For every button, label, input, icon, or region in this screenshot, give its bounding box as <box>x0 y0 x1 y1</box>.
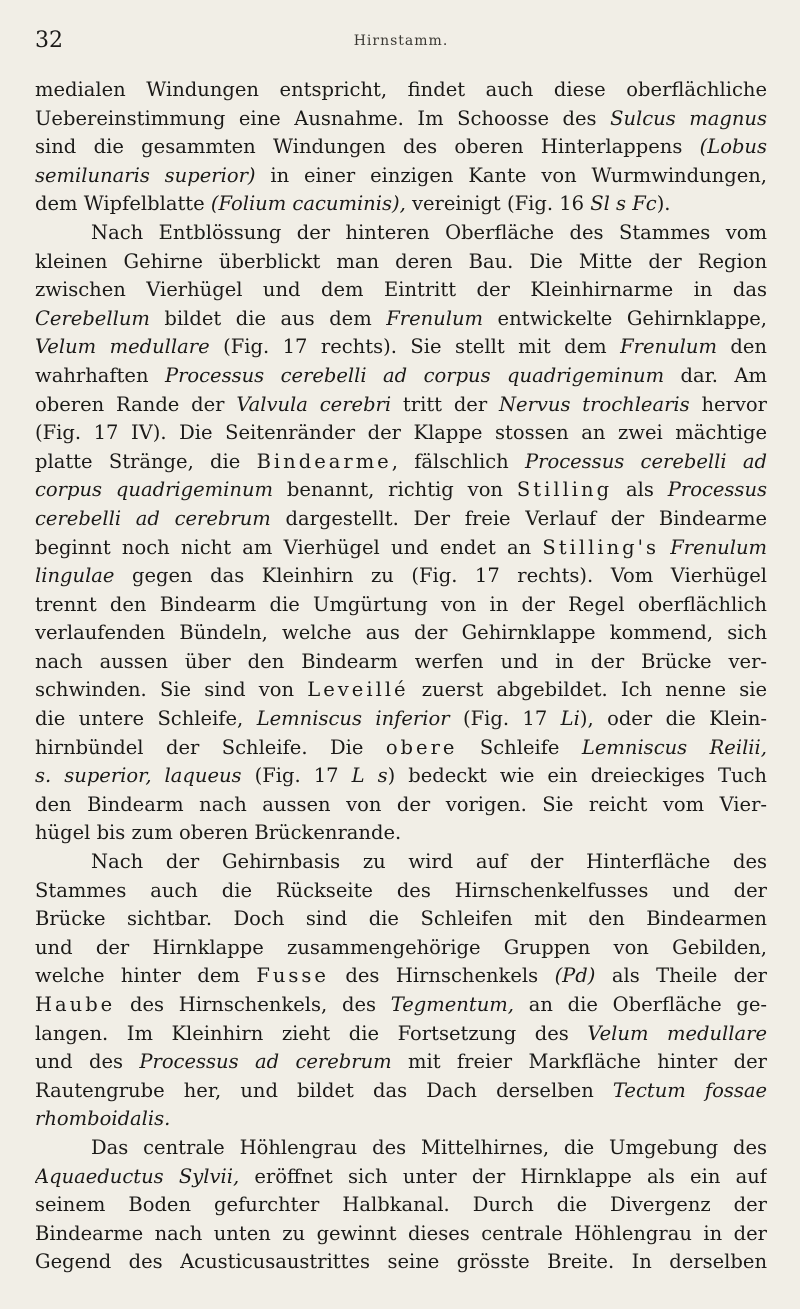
text-segment: dar. Am <box>664 363 767 387</box>
text-segment: in einer einzigen Kante von Wurmwindungen, <box>255 163 767 187</box>
text-segment: tritt der <box>391 392 499 416</box>
text-line <box>35 905 767 934</box>
text-line <box>35 1105 767 1134</box>
text-segment: und des <box>35 1050 140 1074</box>
italic-term: Li <box>560 707 580 731</box>
text-line <box>35 248 767 277</box>
text-line <box>35 305 767 334</box>
text-segment: hirnbündel der Schleife. Die <box>35 735 386 759</box>
text-segment: als Theile der <box>595 964 767 988</box>
text-line <box>35 333 767 362</box>
text-segment: platte Stränge, die <box>35 449 257 473</box>
italic-term: (Folium cacuminis), <box>210 192 406 216</box>
text-line <box>35 762 767 791</box>
text-segment: und der Hirnklappe zusammengehörige Gruppen von Gebilden, <box>35 935 767 959</box>
text-line <box>35 1248 767 1277</box>
text-line <box>35 991 767 1020</box>
text-segment: welche hinter dem <box>35 964 257 988</box>
text-segment: zuerst abgebildet. Ich nenne sie <box>408 678 767 702</box>
text-line <box>35 962 767 991</box>
italic-term: Frenulum <box>386 306 484 330</box>
text-segment: ). <box>656 192 671 216</box>
text-segment: , fälschlich <box>391 449 526 473</box>
text-line <box>35 619 767 648</box>
text-segment: medialen Windungen entspricht, findet auch diese oberflächliche <box>35 78 767 101</box>
italic-term: Processus cerebelli ad corpus quadrigeminum <box>164 363 665 387</box>
italic-term: Tegmentum, <box>390 993 514 1016</box>
text-line <box>35 1191 767 1220</box>
text-segment: den Bindearm nach aussen von der vorigen. Sie reicht vom Vier- <box>35 792 767 816</box>
text-line <box>35 648 767 677</box>
text-line <box>35 190 767 219</box>
text-segment: des Hirnschenkels, des <box>115 993 391 1016</box>
text-line <box>35 105 767 134</box>
italic-term: Velum medullare <box>587 1021 767 1045</box>
text-segment: bildet die aus dem <box>149 306 387 330</box>
text-line <box>35 505 767 534</box>
text-segment: langen. Im Kleinhirn zieht die Fortsetzung des <box>35 1021 588 1045</box>
text-segment: (Fig. 17 <box>449 707 561 731</box>
text-segment: hügel bis zum oberen Brückenrande. <box>35 821 402 845</box>
italic-term: lingulae <box>35 564 115 588</box>
page-number: 32 <box>35 28 63 53</box>
text-segment: Rautengrube her, und bildet das Dach derselben <box>35 1078 613 1102</box>
italic-term: Velum medullare <box>35 335 210 359</box>
text-segment: benannt, richtig von <box>273 478 517 502</box>
text-segment: beginnt noch nicht am Vierhügel und endet an <box>35 535 543 559</box>
italic-term: Tectum fossae <box>612 1078 767 1102</box>
italic-term: Cerebellum <box>35 306 150 330</box>
italic-term: Frenulum <box>620 335 717 359</box>
text-segment: entwickelte Gehirnklappe, <box>483 306 767 330</box>
text-segment: (Fig. 17 rechts). Sie stellt mit dem <box>209 335 621 359</box>
text-segment: nach aussen über den Bindearm werfen und in der Brücke ver- <box>35 649 767 673</box>
text-segment: Gegend des Acusticusaustrittes seine grösste Breite. In derselben <box>35 1250 767 1274</box>
text-line <box>35 934 767 963</box>
italic-term: Processus <box>667 478 767 502</box>
italic-term: Sl s Fc <box>590 192 657 216</box>
italic-term: cerebelli ad cerebrum <box>35 506 271 530</box>
text-line <box>35 219 767 248</box>
text-segment: ) bedeckt wie ein dreieckiges Tuch <box>387 764 767 788</box>
text-line <box>35 162 767 191</box>
text-segment: Nach der Gehirnbasis zu wird auf der Hinterfläche des <box>91 850 767 874</box>
text-segment: Uebereinstimmung eine Ausnahme. Im Schoosse des <box>35 106 611 130</box>
text-segment: (Fig. 17 <box>241 764 352 788</box>
italic-term: (Lobus <box>699 135 767 159</box>
spaced-term: Bindearme <box>256 449 392 473</box>
running-head: Hirnstamm. <box>353 33 449 49</box>
text-line <box>35 676 767 705</box>
text-line <box>35 1163 767 1192</box>
italic-term: semilunaris superior) <box>35 163 256 187</box>
text-line <box>35 705 767 734</box>
text-segment: eröffnet sich unter der Hirnklappe als ein auf <box>239 1164 767 1188</box>
italic-term: s. superior, laqueus <box>35 764 242 788</box>
text-segment: als <box>612 478 668 502</box>
text-line <box>35 419 767 448</box>
text-segment: Das centrale Höhlengrau des Mittelhirnes, die Umgebung des <box>91 1135 767 1159</box>
text-segment: mit freier Markfläche hinter der <box>391 1050 767 1074</box>
text-line <box>35 1077 767 1106</box>
text-segment: schwinden. Sie sind von <box>35 678 308 702</box>
text-segment: dargestellt. Der freie Verlauf der Bindearme <box>270 506 767 530</box>
text-segment: seinem Boden gefurchter Halbkanal. Durch die Divergenz der <box>35 1193 767 1217</box>
italic-term: Frenulum <box>670 535 767 559</box>
text-line <box>35 1020 767 1049</box>
text-line <box>35 848 767 877</box>
italic-term: Aquaeductus Sylvii, <box>35 1164 240 1188</box>
italic-term: Processus cerebelli ad <box>525 449 767 473</box>
italic-term: Sulcus magnus <box>610 106 767 130</box>
text-line <box>35 391 767 420</box>
italic-term: Lemniscus inferior <box>256 707 450 731</box>
text-segment: trennt den Bindearm die Umgürtung von in der Regel oberflächlich <box>35 592 767 616</box>
text-segment: vereinigt (Fig. 16 <box>405 192 591 216</box>
spaced-term: Haube <box>35 993 116 1016</box>
text-segment: wahrhaften <box>35 363 165 387</box>
spaced-term: obere <box>385 735 458 759</box>
spaced-term: Stilling's <box>542 535 659 559</box>
text-segment: Brücke sichtbar. Doch sind die Schleifen mit den Bindearmen <box>35 907 767 931</box>
text-line <box>35 1134 767 1163</box>
page-header <box>35 28 767 58</box>
text-line <box>35 591 767 620</box>
spaced-term: Leveillé <box>307 678 409 702</box>
text-line <box>35 534 767 563</box>
text-segment: die untere Schleife, <box>35 707 257 731</box>
text-segment: Bindearme nach unten zu gewinnt dieses centrale Höhlengrau in der <box>35 1221 767 1245</box>
text-line <box>35 1220 767 1249</box>
text-line <box>35 877 767 906</box>
text-segment: an die Oberfläche ge- <box>513 993 767 1016</box>
text-line <box>35 362 767 391</box>
text-segment: den <box>716 335 767 359</box>
spaced-term: Fusse <box>256 964 329 988</box>
text-line <box>35 476 767 505</box>
text-segment: verlaufenden Bündeln, welche aus der Gehirnklappe kommend, sich <box>35 621 767 645</box>
text-line <box>35 276 767 305</box>
text-segment: oberen Rande der <box>35 392 237 416</box>
text-segment: zwischen Vierhügel und dem Eintritt der Kleinhirnarme in das <box>35 278 767 302</box>
text-segment <box>659 536 670 559</box>
text-segment: (Fig. 17 IV). Die Seitenränder der Klappe stossen an zwei mächtige <box>35 421 767 445</box>
text-line <box>35 76 767 105</box>
body-text <box>35 76 767 1277</box>
italic-term: Lemniscus Reilii, <box>581 735 767 759</box>
text-segment: hervor <box>689 392 767 416</box>
text-line <box>35 448 767 477</box>
text-segment: kleinen Gehirne überblickt man deren Bau. Die Mitte der Region <box>35 249 767 273</box>
text-line <box>35 133 767 162</box>
italic-term: corpus quadrigeminum <box>35 478 274 502</box>
text-segment: sind die gesammten Windungen des oberen Hinterlappens <box>35 135 700 159</box>
text-segment: des Hirnschenkels <box>328 964 555 988</box>
text-line <box>35 562 767 591</box>
text-line <box>35 791 767 820</box>
text-line <box>35 1048 767 1077</box>
italic-term: Processus ad cerebrum <box>139 1050 392 1074</box>
text-line <box>35 819 767 848</box>
text-segment: dem Wipfelblatte <box>35 192 211 216</box>
italic-term: Nervus trochlearis <box>498 392 690 416</box>
italic-term: Valvula cerebri <box>236 392 392 416</box>
text-segment: Nach Entblössung der hinteren Oberfläche des Stammes vom <box>91 220 767 244</box>
text-segment: ), oder die Klein- <box>579 707 767 731</box>
text-segment: Schleife <box>457 735 582 759</box>
italic-term: (Pd) <box>554 964 596 988</box>
text-segment: gegen das Kleinhirn zu (Fig. 17 rechts). Vom Vierhügel <box>114 564 767 588</box>
text-segment: Stammes auch die Rückseite des Hirnschenkelfusses und der <box>35 878 767 902</box>
spaced-term: Stilling <box>516 478 613 502</box>
italic-term: rhomboidalis. <box>35 1107 171 1131</box>
italic-term: L s <box>351 764 388 788</box>
text-line <box>35 734 767 763</box>
